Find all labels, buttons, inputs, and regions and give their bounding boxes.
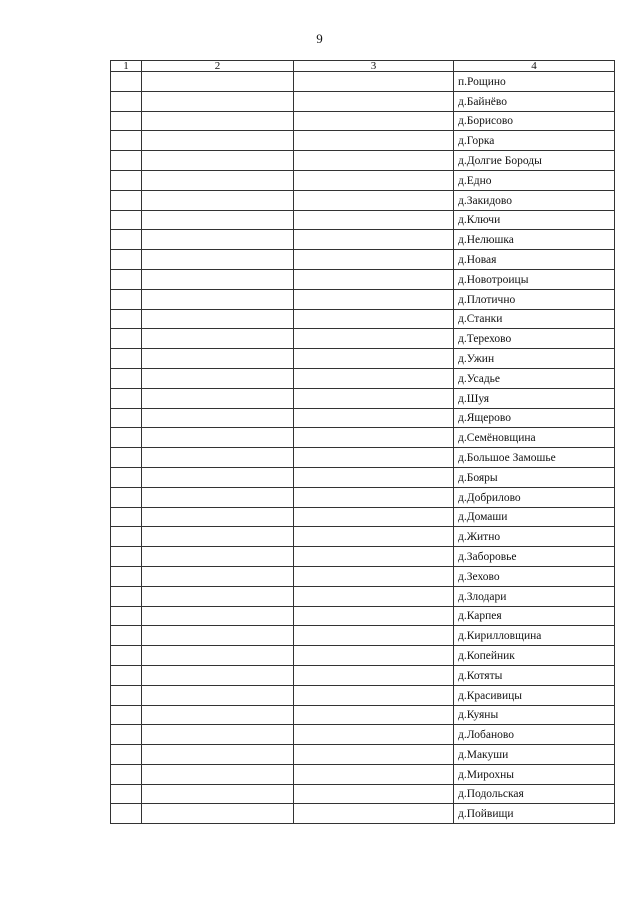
table-row — [111, 764, 615, 784]
table-cell-col-4: д.Макуши — [454, 745, 615, 765]
table-cell-col-2 — [142, 547, 294, 567]
table-cell-col-2 — [142, 170, 294, 190]
table-cell-col-4: д.Кирилловщина — [454, 626, 615, 646]
table-cell-col-1 — [111, 448, 142, 468]
table-row — [111, 349, 615, 369]
table-cell-col-1 — [111, 685, 142, 705]
table-cell-col-4: д.Новая — [454, 250, 615, 270]
table-cell-col-2 — [142, 685, 294, 705]
table-row — [111, 309, 615, 329]
table-cell-col-3 — [294, 665, 454, 685]
table-cell-col-2 — [142, 111, 294, 131]
table-cell-col-4: д.Ужин — [454, 349, 615, 369]
table-cell-col-1 — [111, 665, 142, 685]
table-cell-col-1 — [111, 170, 142, 190]
table-cell-col-3 — [294, 329, 454, 349]
table-cell-col-1 — [111, 329, 142, 349]
table-cell-col-4: д.Добрилово — [454, 487, 615, 507]
table-cell-col-2 — [142, 725, 294, 745]
table-cell-col-2 — [142, 309, 294, 329]
table-header — [111, 61, 615, 72]
table-cell-col-4: д.Терехово — [454, 329, 615, 349]
table-cell-col-3 — [294, 487, 454, 507]
table-cell-col-4: д.Горка — [454, 131, 615, 151]
table-cell-col-3 — [294, 705, 454, 725]
table-row — [111, 586, 615, 606]
table-row — [111, 606, 615, 626]
table-cell-col-4: д.Новотроицы — [454, 269, 615, 289]
table-cell-col-1 — [111, 507, 142, 527]
table-cell-col-2 — [142, 269, 294, 289]
table-cell-col-4: д.Бояры — [454, 467, 615, 487]
table-cell-col-4: д.Станки — [454, 309, 615, 329]
table-cell-col-1 — [111, 725, 142, 745]
table-cell-col-2 — [142, 388, 294, 408]
table-cell-col-4: д.Мирохны — [454, 764, 615, 784]
table-cell-col-3 — [294, 606, 454, 626]
table-cell-col-2 — [142, 210, 294, 230]
table-cell-col-3 — [294, 507, 454, 527]
table-cell-col-1 — [111, 804, 142, 824]
table-cell-col-2 — [142, 646, 294, 666]
table-row — [111, 151, 615, 171]
table-cell-col-3 — [294, 230, 454, 250]
table-cell-col-1 — [111, 91, 142, 111]
table-cell-col-3 — [294, 745, 454, 765]
table-cell-col-3 — [294, 586, 454, 606]
table-row — [111, 566, 615, 586]
table-cell-col-4: д.Злодари — [454, 586, 615, 606]
table-row — [111, 467, 615, 487]
table-cell-col-4: д.Куяны — [454, 705, 615, 725]
table-cell-col-2 — [142, 72, 294, 92]
table-cell-col-3 — [294, 467, 454, 487]
table-cell-col-1 — [111, 151, 142, 171]
table-cell-col-4: д.Пойвищи — [454, 804, 615, 824]
table-row — [111, 210, 615, 230]
table-cell-col-1 — [111, 487, 142, 507]
table-row — [111, 626, 615, 646]
table-cell-col-1 — [111, 269, 142, 289]
table-row — [111, 428, 615, 448]
table-cell-col-2 — [142, 250, 294, 270]
settlements-table — [110, 60, 615, 824]
table-cell-col-2 — [142, 764, 294, 784]
table-cell-col-1 — [111, 566, 142, 586]
table-cell-col-4: д.Большое Замошье — [454, 448, 615, 468]
table-cell-col-3 — [294, 131, 454, 151]
column-header-1: 1 — [111, 61, 142, 72]
table-cell-col-3 — [294, 527, 454, 547]
table-cell-col-1 — [111, 745, 142, 765]
table-row — [111, 665, 615, 685]
table-cell-col-4: д.Карпея — [454, 606, 615, 626]
column-header-3: 3 — [294, 61, 454, 72]
table-cell-col-1 — [111, 626, 142, 646]
table-row — [111, 448, 615, 468]
table-row — [111, 170, 615, 190]
table-cell-col-4: д.Закидово — [454, 190, 615, 210]
table-body — [111, 72, 615, 824]
table-cell-col-4: д.Байнёво — [454, 91, 615, 111]
table-row — [111, 646, 615, 666]
table-cell-col-3 — [294, 210, 454, 230]
table-cell-col-1 — [111, 250, 142, 270]
table-row — [111, 190, 615, 210]
table-cell-col-4: д.Едно — [454, 170, 615, 190]
table-cell-col-2 — [142, 804, 294, 824]
table-cell-col-2 — [142, 705, 294, 725]
table-cell-col-3 — [294, 646, 454, 666]
table-cell-col-2 — [142, 289, 294, 309]
table-cell-col-1 — [111, 230, 142, 250]
table-cell-col-3 — [294, 566, 454, 586]
table-row — [111, 685, 615, 705]
table-cell-col-4: д.Нелюшка — [454, 230, 615, 250]
table-cell-col-2 — [142, 527, 294, 547]
table-cell-col-1 — [111, 784, 142, 804]
table-cell-col-2 — [142, 329, 294, 349]
table-cell-col-3 — [294, 190, 454, 210]
table-cell-col-4: д.Копейник — [454, 646, 615, 666]
table-cell-col-4: д.Борисово — [454, 111, 615, 131]
table-cell-col-4: д.Котяты — [454, 665, 615, 685]
table-cell-col-3 — [294, 428, 454, 448]
table-cell-col-2 — [142, 151, 294, 171]
table-cell-col-4: д.Подольская — [454, 784, 615, 804]
table-cell-col-1 — [111, 646, 142, 666]
table-row — [111, 487, 615, 507]
table-cell-col-1 — [111, 428, 142, 448]
table-cell-col-3 — [294, 72, 454, 92]
table-cell-col-4: д.Лобаново — [454, 725, 615, 745]
table-cell-col-1 — [111, 606, 142, 626]
table-cell-col-3 — [294, 170, 454, 190]
table-cell-col-2 — [142, 349, 294, 369]
table-cell-col-3 — [294, 408, 454, 428]
table-cell-col-3 — [294, 250, 454, 270]
table-cell-col-3 — [294, 91, 454, 111]
table-cell-col-4: д.Семёновщина — [454, 428, 615, 448]
table-cell-col-1 — [111, 72, 142, 92]
table-row — [111, 131, 615, 151]
column-header-4: 4 — [454, 61, 615, 72]
table-cell-col-2 — [142, 448, 294, 468]
page-number: 9 — [316, 31, 323, 46]
table-cell-col-1 — [111, 131, 142, 151]
table-cell-col-3 — [294, 269, 454, 289]
table-cell-col-1 — [111, 190, 142, 210]
table-cell-col-1 — [111, 467, 142, 487]
table-cell-col-3 — [294, 448, 454, 468]
table-cell-col-1 — [111, 349, 142, 369]
table-cell-col-4: п.Рощино — [454, 72, 615, 92]
column-header-2: 2 — [142, 61, 294, 72]
table-cell-col-4: д.Плотично — [454, 289, 615, 309]
table-cell-col-2 — [142, 487, 294, 507]
table-cell-col-2 — [142, 190, 294, 210]
header-row — [111, 61, 615, 72]
table-cell-col-3 — [294, 626, 454, 646]
table-row — [111, 745, 615, 765]
table-row — [111, 547, 615, 567]
table-cell-col-3 — [294, 804, 454, 824]
table-cell-col-2 — [142, 606, 294, 626]
table-row — [111, 527, 615, 547]
table-cell-col-1 — [111, 309, 142, 329]
table-cell-col-2 — [142, 626, 294, 646]
table-cell-col-2 — [142, 665, 294, 685]
table-cell-col-4: д.Зехово — [454, 566, 615, 586]
table-row — [111, 784, 615, 804]
table-cell-col-1 — [111, 388, 142, 408]
table-cell-col-3 — [294, 764, 454, 784]
table-cell-col-2 — [142, 408, 294, 428]
table-row — [111, 329, 615, 349]
table-row — [111, 408, 615, 428]
table-cell-col-3 — [294, 547, 454, 567]
table-cell-col-4: д.Ящерово — [454, 408, 615, 428]
table-row — [111, 230, 615, 250]
table-cell-col-1 — [111, 547, 142, 567]
table-cell-col-1 — [111, 368, 142, 388]
table-cell-col-1 — [111, 586, 142, 606]
table-cell-col-3 — [294, 151, 454, 171]
table-cell-col-4: д.Усадье — [454, 368, 615, 388]
table-cell-col-1 — [111, 210, 142, 230]
table-cell-col-1 — [111, 527, 142, 547]
table-cell-col-2 — [142, 467, 294, 487]
table-row — [111, 804, 615, 824]
table-row — [111, 368, 615, 388]
table-row — [111, 269, 615, 289]
table-cell-col-4: д.Домаши — [454, 507, 615, 527]
table-cell-col-3 — [294, 349, 454, 369]
table-cell-col-3 — [294, 685, 454, 705]
table-row — [111, 388, 615, 408]
table-cell-col-4: д.Шуя — [454, 388, 615, 408]
table-row — [111, 289, 615, 309]
table-cell-col-1 — [111, 764, 142, 784]
table-row — [111, 91, 615, 111]
table-cell-col-2 — [142, 745, 294, 765]
table-cell-col-3 — [294, 388, 454, 408]
table-row — [111, 250, 615, 270]
table-cell-col-3 — [294, 289, 454, 309]
table-row — [111, 705, 615, 725]
table-cell-col-2 — [142, 566, 294, 586]
table-cell-col-4: д.Долгие Бороды — [454, 151, 615, 171]
table-row — [111, 111, 615, 131]
table-row — [111, 507, 615, 527]
table-cell-col-2 — [142, 784, 294, 804]
table-cell-col-1 — [111, 111, 142, 131]
table-cell-col-3 — [294, 784, 454, 804]
table-cell-col-1 — [111, 289, 142, 309]
table-cell-col-2 — [142, 91, 294, 111]
table-cell-col-3 — [294, 368, 454, 388]
table-cell-col-2 — [142, 507, 294, 527]
table-cell-col-3 — [294, 309, 454, 329]
table-cell-col-4: д.Ключи — [454, 210, 615, 230]
table-cell-col-1 — [111, 408, 142, 428]
table-cell-col-4: д.Красивицы — [454, 685, 615, 705]
table-cell-col-2 — [142, 230, 294, 250]
table-row — [111, 725, 615, 745]
table-cell-col-2 — [142, 368, 294, 388]
table-cell-col-2 — [142, 428, 294, 448]
table-cell-col-3 — [294, 111, 454, 131]
table-cell-col-4: д.Заборовье — [454, 547, 615, 567]
table-cell-col-1 — [111, 705, 142, 725]
table-cell-col-4: д.Житно — [454, 527, 615, 547]
table-cell-col-3 — [294, 725, 454, 745]
table-row — [111, 72, 615, 92]
table-cell-col-2 — [142, 586, 294, 606]
table-cell-col-2 — [142, 131, 294, 151]
